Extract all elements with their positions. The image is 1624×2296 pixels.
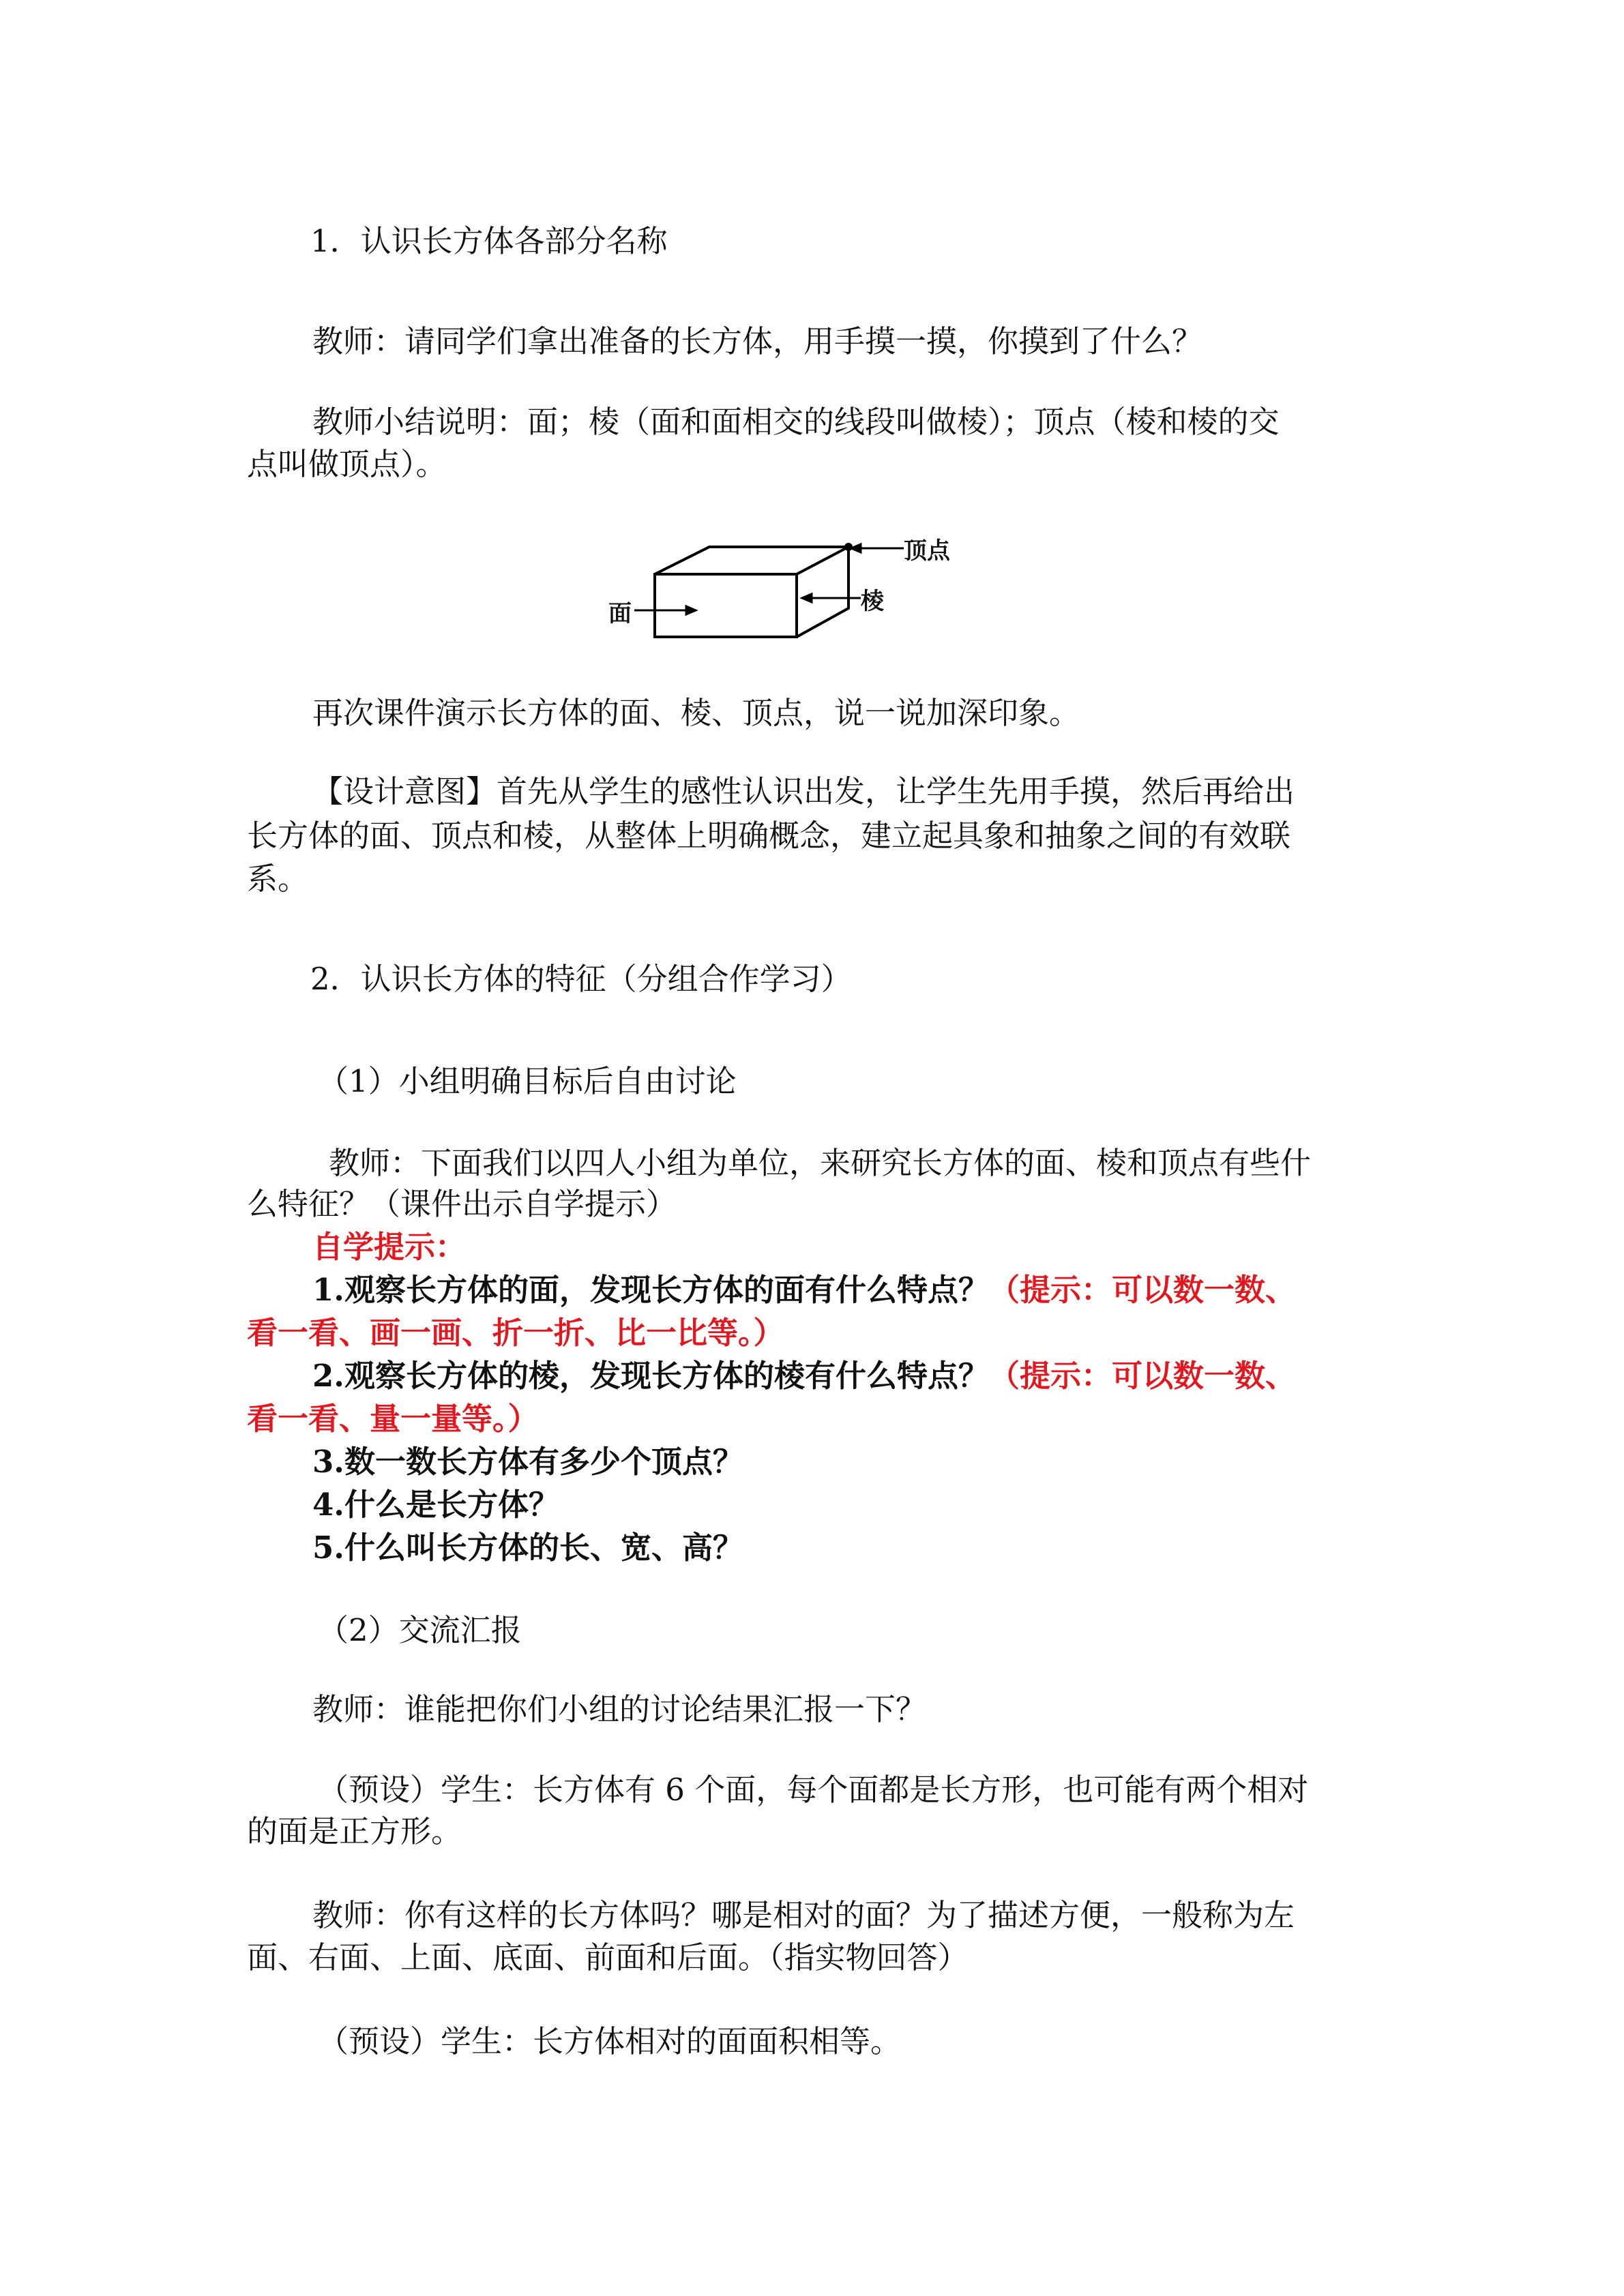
- teacher-reply-line2: 面、右面、上面、底面、前面和后面。（指实物回答）: [247, 1939, 969, 1976]
- hint-1-tip: （提示：可以数一数、: [988, 1272, 1296, 1308]
- teacher-question: 教师：请同学们拿出准备的长方体，用手摸一摸，你摸到了什么？: [312, 323, 1203, 359]
- student-answer1-line1: （预设）学生：长方体有 6 个面，每个面都是长方形，也可能有两个相对: [318, 1772, 1309, 1808]
- hint-1-line2: 看一看、画一画、折一折、比一比等。）: [247, 1315, 784, 1351]
- hint-2-line2: 看一看、量一量等。）: [247, 1401, 539, 1437]
- hint-4: 4.什么是长方体？: [312, 1487, 559, 1523]
- section2-heading: 2．认识长方体的特征（分组合作学习）: [310, 961, 852, 997]
- teacher-reply-line1: 教师：你有这样的长方体吗？哪是相对的面？为了描述方便，一般称为左: [312, 1897, 1295, 1933]
- cuboid-front-face: [655, 574, 797, 637]
- label-edge: 棱: [861, 588, 884, 615]
- cuboid-top-face: [655, 547, 848, 574]
- teacher-summary-line1: 教师小结说明：面；棱（面和面相交的线段叫做棱）；顶点（棱和棱的交: [312, 404, 1280, 440]
- design-intent-line1: 【设计意图】首先从学生的感性认识出发，让学生先用手摸，然后再给出: [312, 773, 1295, 809]
- label-face: 面: [608, 600, 632, 627]
- section1-heading: 1．认识长方体各部分名称: [310, 223, 668, 259]
- hint-2-question: 2.观察长方体的棱，发现长方体的棱有什么特点？: [312, 1358, 989, 1394]
- design-intent-line3: 系。: [247, 861, 309, 897]
- vertex-dot: [844, 543, 853, 551]
- demo-text: 再次课件演示长方体的面、棱、顶点，说一说加深印象。: [312, 695, 1080, 731]
- student-answer1-line2: 的面是正方形。: [247, 1813, 462, 1849]
- teacher-summary-line2: 点叫做顶点）。: [247, 446, 447, 482]
- hint-5: 5.什么叫长方体的长、宽、高？: [312, 1530, 743, 1566]
- teacher-ask: 教师：谁能把你们小组的讨论结果汇报一下？: [312, 1691, 927, 1727]
- hint-2-tip: （提示：可以数一数、: [988, 1358, 1296, 1394]
- subsection2-title: （2）交流汇报: [318, 1612, 522, 1648]
- teacher-prompt-line2: 么特征？（课件出示自学提示）: [247, 1186, 677, 1222]
- hint-1-line1: [312, 1269, 1296, 1311]
- hint-3: 3.数一数长方体有多少个顶点？: [312, 1444, 743, 1480]
- label-vertex: 顶点: [904, 537, 950, 565]
- hint-1-question: 1.观察长方体的面，发现长方体的面有什么特点？: [312, 1272, 989, 1308]
- design-intent-line2: 长方体的面、顶点和棱，从整体上明确概念，建立起具象和抽象之间的有效联: [247, 818, 1291, 854]
- self-study-hint-title: 自学提示：: [312, 1229, 467, 1265]
- teacher-prompt-line1: 教师：下面我们以四人小组为单位，来研究长方体的面、棱和顶点有些什: [329, 1145, 1312, 1181]
- subsection1-title: （1）小组明确目标后自由讨论: [318, 1063, 737, 1099]
- cuboid-figure: [593, 532, 975, 651]
- hint-2-line1: [312, 1355, 1296, 1397]
- student-answer2: （预设）学生：长方体相对的面面积相等。: [318, 2023, 902, 2059]
